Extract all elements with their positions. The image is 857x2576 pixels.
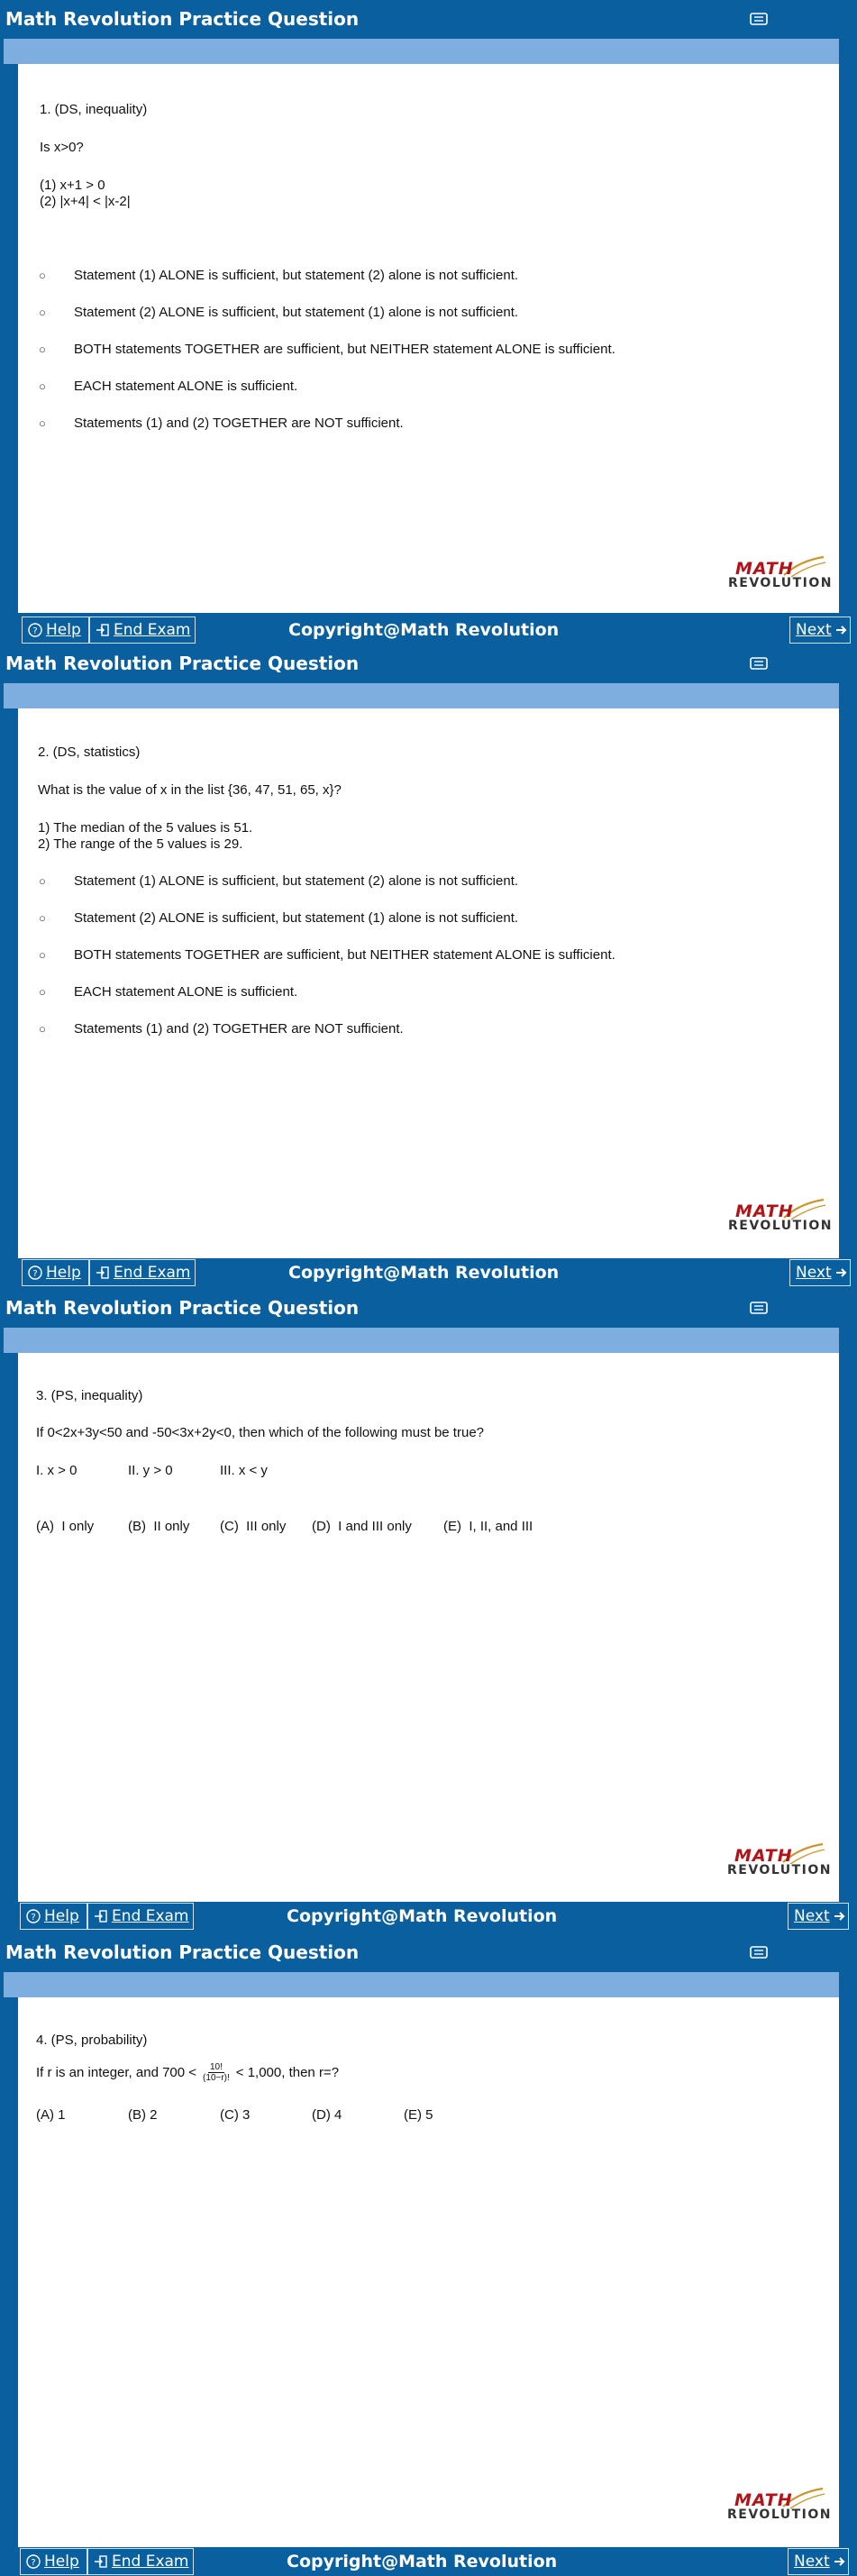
next-button[interactable]: Next: [788, 1903, 849, 1930]
help-button[interactable]: ? Help: [20, 2548, 87, 2575]
end-exam-button[interactable]: End Exam: [89, 1259, 196, 1286]
option-2-label[interactable]: Statement (2) ALONE is sufficient, but statement (1) alone is not sufficient.: [74, 305, 519, 320]
window-title: Math Revolution Practice Question: [5, 1297, 360, 1319]
math-revolution-logo: MATH REVOLUTION: [728, 559, 834, 590]
option-5-label[interactable]: Statements (1) and (2) TOGETHER are NOT sufficient.: [74, 416, 404, 431]
arrow-right-icon: [835, 624, 848, 636]
question-stem: Is x>0?: [40, 140, 84, 155]
question-content: [18, 1997, 839, 2547]
radio-option-5[interactable]: ○: [39, 1022, 46, 1036]
window-restore-icon[interactable]: [750, 1302, 768, 1314]
choice-a[interactable]: (A) I only: [36, 1519, 95, 1534]
next-button[interactable]: Next: [789, 1259, 851, 1286]
statement-2: 2) The range of the 5 values is 29.: [38, 836, 243, 852]
help-icon: [28, 623, 42, 637]
exit-icon: [96, 623, 110, 637]
fraction: [201, 2062, 232, 2083]
stem-suffix: < 1,000, then r=?: [235, 2065, 340, 2080]
svg-text:?: ?: [32, 626, 38, 636]
copyright-text: Copyright@Math Revolution: [287, 2552, 558, 2571]
title-bar: [0, 1289, 857, 1327]
help-icon: [28, 1265, 42, 1280]
svg-text:?: ?: [32, 1269, 38, 1279]
option-3-label[interactable]: BOTH statements TOGETHER are sufficient, but NEITHER statement ALONE is sufficient.: [74, 947, 615, 963]
radio-option-1[interactable]: ○: [39, 269, 46, 282]
roman-iii: III. x < y: [220, 1463, 268, 1478]
help-button[interactable]: ? Help: [22, 617, 89, 644]
roman-ii: II. y > 0: [128, 1463, 173, 1478]
bottom-bar: [0, 1259, 857, 1286]
question-stem: [36, 2062, 339, 2083]
radio-option-2[interactable]: ○: [39, 306, 46, 319]
option-2-label[interactable]: Statement (2) ALONE is sufficient, but statement (1) alone is not sufficient.: [74, 910, 519, 926]
question-header: 4. (PS, probability): [36, 2032, 148, 2048]
choice-c[interactable]: (C) 3: [220, 2107, 251, 2123]
choice-b[interactable]: (B) II only: [128, 1519, 190, 1534]
toolbar-strip: [4, 683, 839, 708]
question-content: [18, 64, 839, 613]
option-5-label[interactable]: Statements (1) and (2) TOGETHER are NOT sufficient.: [74, 1021, 404, 1037]
question-header: 1. (DS, inequality): [40, 102, 148, 117]
help-icon: [26, 2554, 41, 2569]
arrow-right-icon: [834, 1910, 846, 1923]
statement-1: (1) x+1 > 0: [40, 178, 105, 193]
help-icon: [26, 1909, 41, 1923]
toolbar-strip: [4, 1328, 839, 1353]
arrow-right-icon: [834, 2555, 846, 2568]
stem-prefix: If r is an integer, and 700 <: [36, 2065, 197, 2080]
copyright-text: Copyright@Math Revolution: [288, 1263, 560, 1283]
question-header: 2. (DS, statistics): [38, 744, 141, 760]
option-1-label[interactable]: Statement (1) ALONE is sufficient, but statement (2) alone is not sufficient.: [74, 873, 519, 889]
question-panel-1: [0, 0, 857, 644]
window-title: Math Revolution Practice Question: [5, 8, 360, 30]
bottom-bar: [0, 617, 857, 644]
end-exam-button[interactable]: End Exam: [87, 1903, 194, 1930]
option-4-label[interactable]: EACH statement ALONE is sufficient.: [74, 379, 298, 394]
question-panel-4: [0, 1933, 857, 2576]
help-button[interactable]: ? Help: [22, 1259, 89, 1286]
toolbar-strip: [4, 1972, 839, 1997]
bottom-bar: [0, 1903, 857, 1930]
end-exam-button[interactable]: End Exam: [89, 617, 196, 644]
copyright-text: Copyright@Math Revolution: [288, 620, 560, 640]
roman-i: I. x > 0: [36, 1463, 77, 1478]
title-bar: [0, 0, 857, 38]
arrow-right-icon: [835, 1266, 848, 1279]
question-content: [18, 708, 839, 1258]
next-button[interactable]: Next: [788, 2548, 849, 2575]
help-button[interactable]: ? Help: [20, 1903, 87, 1930]
radio-option-2[interactable]: ○: [39, 911, 46, 925]
choice-d[interactable]: (D) I and III only: [312, 1519, 412, 1534]
question-header: 3. (PS, inequality): [36, 1388, 143, 1403]
option-1-label[interactable]: Statement (1) ALONE is sufficient, but statement (2) alone is not sufficient.: [74, 268, 519, 283]
choice-a[interactable]: (A) 1: [36, 2107, 66, 2123]
option-3-label[interactable]: BOTH statements TOGETHER are sufficient, but NEITHER statement ALONE is sufficient.: [74, 342, 615, 357]
exit-icon: [96, 1265, 110, 1280]
fraction-denominator: (10−r)!: [203, 2073, 230, 2083]
statement-2: (2) |x+4| < |x-2|: [40, 194, 131, 209]
toolbar-strip: [4, 39, 839, 64]
title-bar: [0, 1933, 857, 1971]
question-stem: If 0<2x+3y<50 and -50<3x+2y<0, then which of the following must be true?: [36, 1425, 484, 1440]
radio-option-4[interactable]: ○: [39, 985, 46, 999]
window-restore-icon[interactable]: [750, 657, 768, 670]
window-restore-icon[interactable]: [750, 1946, 768, 1959]
end-exam-button[interactable]: End Exam: [87, 2548, 194, 2575]
math-revolution-logo: MATH REVOLUTION: [727, 1846, 833, 1877]
choice-e[interactable]: (E) I, II, and III: [443, 1519, 533, 1534]
window-title: Math Revolution Practice Question: [5, 653, 360, 674]
choice-d[interactable]: (D) 4: [312, 2107, 342, 2123]
fraction-numerator: 10!: [209, 2062, 223, 2072]
question-stem: What is the value of x in the list {36, 47, 51, 65, x}?: [38, 782, 342, 798]
choice-e[interactable]: (E) 5: [404, 2107, 433, 2123]
radio-option-1[interactable]: ○: [39, 874, 46, 888]
copyright-text: Copyright@Math Revolution: [287, 1906, 558, 1926]
exit-icon: [94, 2554, 108, 2569]
question-content: [18, 1353, 839, 1902]
choice-b[interactable]: (B) 2: [128, 2107, 158, 2123]
radio-option-3[interactable]: ○: [39, 343, 46, 356]
choice-c[interactable]: (C) III only: [220, 1519, 287, 1534]
svg-text:?: ?: [31, 1913, 36, 1923]
title-bar: [0, 644, 857, 682]
window-restore-icon[interactable]: [750, 13, 768, 25]
radio-option-3[interactable]: ○: [39, 948, 46, 962]
radio-option-4[interactable]: ○: [39, 379, 46, 393]
bottom-bar: [0, 2548, 857, 2575]
radio-option-5[interactable]: ○: [39, 416, 46, 430]
exit-icon: [94, 1909, 108, 1923]
window-title: Math Revolution Practice Question: [5, 1941, 360, 1963]
next-button[interactable]: Next: [789, 617, 851, 644]
math-revolution-logo: MATH REVOLUTION: [728, 1201, 834, 1233]
question-panel-3: [0, 1289, 857, 1933]
statement-1: 1) The median of the 5 values is 51.: [38, 820, 253, 836]
option-4-label[interactable]: EACH statement ALONE is sufficient.: [74, 984, 298, 1000]
math-revolution-logo: MATH REVOLUTION: [727, 2490, 833, 2522]
svg-text:?: ?: [31, 2558, 36, 2568]
question-panel-2: [0, 644, 857, 1289]
